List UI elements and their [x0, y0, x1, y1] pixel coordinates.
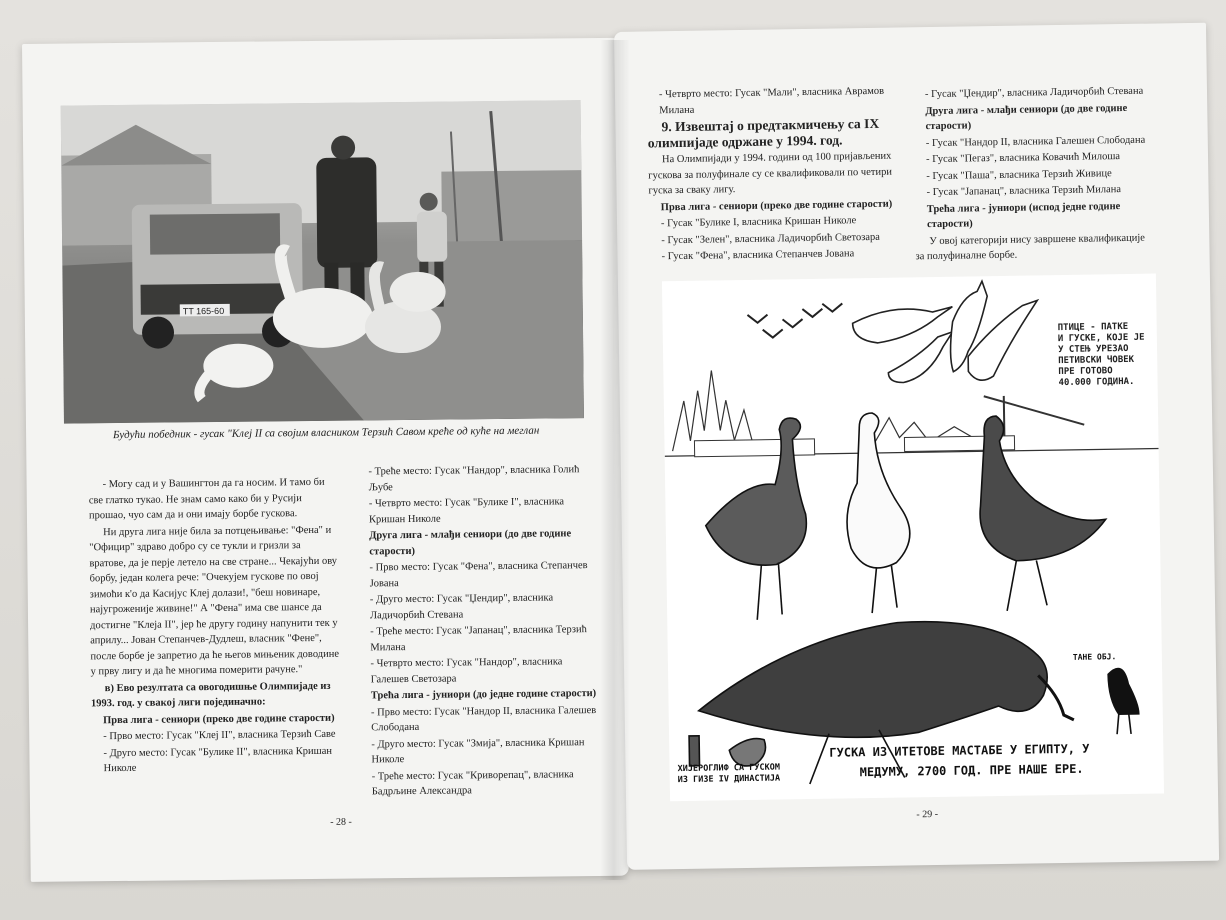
- page-number-right: - 29 -: [916, 809, 939, 821]
- text-paragraph: - Прво место: Гусак "Клеј II", власника Терзић Саве: [103, 728, 336, 743]
- text-paragraph: На Олимпијади у 1994. години од 100 пријављених гускова за полуфинале су се квалификовали по четири гуска за сваку лигу.: [648, 150, 892, 197]
- right-column-a: [647, 83, 905, 265]
- text-paragraph: Прва лига - сениори (преко две године старости): [660, 198, 893, 213]
- text-paragraph: Трећа лига - јуниори (до једне године старости): [370, 688, 597, 702]
- note-line-2: И ГУСКЕ, КОЈЕ ЈЕ: [1057, 332, 1145, 345]
- text-paragraph: - Треће место: Гусак "Криворепац", власника Бадрљине Александра: [371, 768, 574, 798]
- text-paragraph: - Гусак "Зелен", власника Ладичорбић Светозара: [661, 231, 881, 246]
- text-paragraph: - Друго место: Гусак "Џендир", власника Ладичорбић Стевана: [369, 592, 554, 621]
- text-paragraph: - Прво место: Гусак "Нандор II, власника Галешев Слободана: [370, 704, 597, 734]
- note-line-3: У СТЕЊ УРЕЗАО: [1057, 343, 1129, 356]
- note-line-1: ПТИЦЕ - ПАТКЕ: [1057, 321, 1129, 334]
- photo-caption: Будући победник - гусак "Клеј II са својим власником Терзић Савом креће од куће на меглан: [112, 424, 540, 442]
- text-paragraph: - Четврто место: Гусак "Мали", власника Аврамов Милана: [658, 85, 885, 116]
- text-paragraph: - Четврто место: Гусак "Нандор", власника Галешев Светозара: [370, 656, 563, 685]
- left-column-b: [356, 462, 600, 801]
- artist-signature: ТАНЕ ОБЈ.: [1072, 652, 1117, 662]
- text-paragraph: - Гусак "Пегаз", власника Ковачић Милоша: [925, 151, 1121, 166]
- plate-text: TT 165-60: [182, 305, 225, 317]
- text-paragraph: Прва лига - сениори (преко две године старости): [103, 712, 335, 726]
- text-paragraph: У овој категорији нису завршене квалификације за полуфиналне борбе.: [915, 232, 1145, 263]
- text-paragraph: - Треће место: Гусак "Јапанац", власника Терзић Милана: [370, 624, 587, 653]
- photo-illustration: [61, 100, 584, 423]
- left-page: [22, 38, 629, 882]
- text-paragraph: - Могу сад и у Вашингтон да га носим. И тамо би све глатко тукао. Не знам само како би у Русији прошао, чуо сам да и они имају борбе гускова.: [88, 476, 325, 522]
- text-paragraph: в) Ево резултата са овогодишње Олимпијаде из 1993. год. у свакој лиги појединачно:: [90, 680, 331, 710]
- text-paragraph: - Гусак "Џендир", власника Ладичорбић Стевана: [924, 85, 1144, 101]
- main-caption-2: МЕДУМУ, 2700 ГОД. ПРЕ НАШЕ ЕРЕ.: [859, 761, 1084, 780]
- right-page: [614, 23, 1219, 870]
- note-line-4: ПЕТИВСКИ ЧОВЕК: [1058, 354, 1135, 367]
- text-paragraph: - Треће место: Гусак "Нандор", власника Голић Љубе: [368, 464, 580, 493]
- text-paragraph: - Гусак "Паша", власника Терзић Живице: [926, 167, 1112, 182]
- text-paragraph: - Гусак "Јапанац", власника Терзић Милана: [926, 184, 1122, 199]
- hieroglyph-caption-1: ХИЈЕРОГЛИФ СА ГУСКОМ: [677, 762, 781, 775]
- hieroglyph-caption-2: ИЗ ГИЗЕ IV ДИНАСТИЈА: [677, 773, 781, 786]
- text-paragraph: - Друго место: Гусак "Змија", власника Кришан Николе: [371, 736, 585, 766]
- text-paragraph: Трећа лига - јуниори (испод једне године старости): [926, 200, 1121, 231]
- right-column-b: [913, 84, 1148, 266]
- goose-owner-photo: [61, 100, 584, 423]
- text-paragraph: Ни друга лига није била за потцењивање: "Фена" и "Официр" здраво добро су се тукли и гризли за вратове, да је перје летело на све стране... Чекајући ову борбу, један колега рече: "Очекујем гускове по овој зимоћи к'о да Касијус Клеј долази!, "беш новинаре, најугроженије живине!" А "Фена" има све шансе да достигне "Клеја II", јер ће другу годину напунити тек у априлу... Јован Степанчев-Дудлеш, власник "Фене", после борбе је запретио да ће његов мињеник доводине у прву лигу и да ће многима померити рачуне.": [89, 524, 340, 678]
- goose-illustration: [662, 274, 1164, 802]
- text-paragraph: Друга лига - млађи сениори (до две године старости): [369, 528, 572, 557]
- note-line-5: ПРЕ ГОТОВО: [1058, 366, 1113, 378]
- text-paragraph: - Друго место: Гусак "Булике II", власника Кришан Николе: [103, 745, 333, 775]
- note-line-6: 40.000 ГОДИНА.: [1058, 376, 1135, 389]
- text-paragraph: Друга лига - млађи сениори (до две године старости): [925, 102, 1128, 133]
- section-heading: 9. Извештај о предтакмичењу са IX олимпијаде одржане у 1994. год.: [647, 115, 880, 151]
- main-caption-1: ГУСКА ИЗ ИТЕТОВЕ МАСТАБЕ У ЕГИПТУ, У: [829, 741, 1090, 760]
- text-paragraph: - Прво место: Гусак "Фена", власника Степанчев Јована: [369, 560, 588, 589]
- left-column-a: [89, 475, 342, 778]
- text-paragraph: - Гусак "Фена", власника Степанчев Јована: [661, 248, 855, 263]
- page-number-left: - 28 -: [330, 816, 352, 828]
- text-paragraph: - Гусак "Нандор II, власника Галешен Слободана: [925, 134, 1146, 149]
- text-paragraph: - Гусак "Булике I, власника Кришан Николе: [660, 215, 857, 230]
- drawing-canvas: [662, 274, 1164, 802]
- text-paragraph: - Четврто место: Гусак "Булике I", власника Кришан Николе: [368, 496, 565, 525]
